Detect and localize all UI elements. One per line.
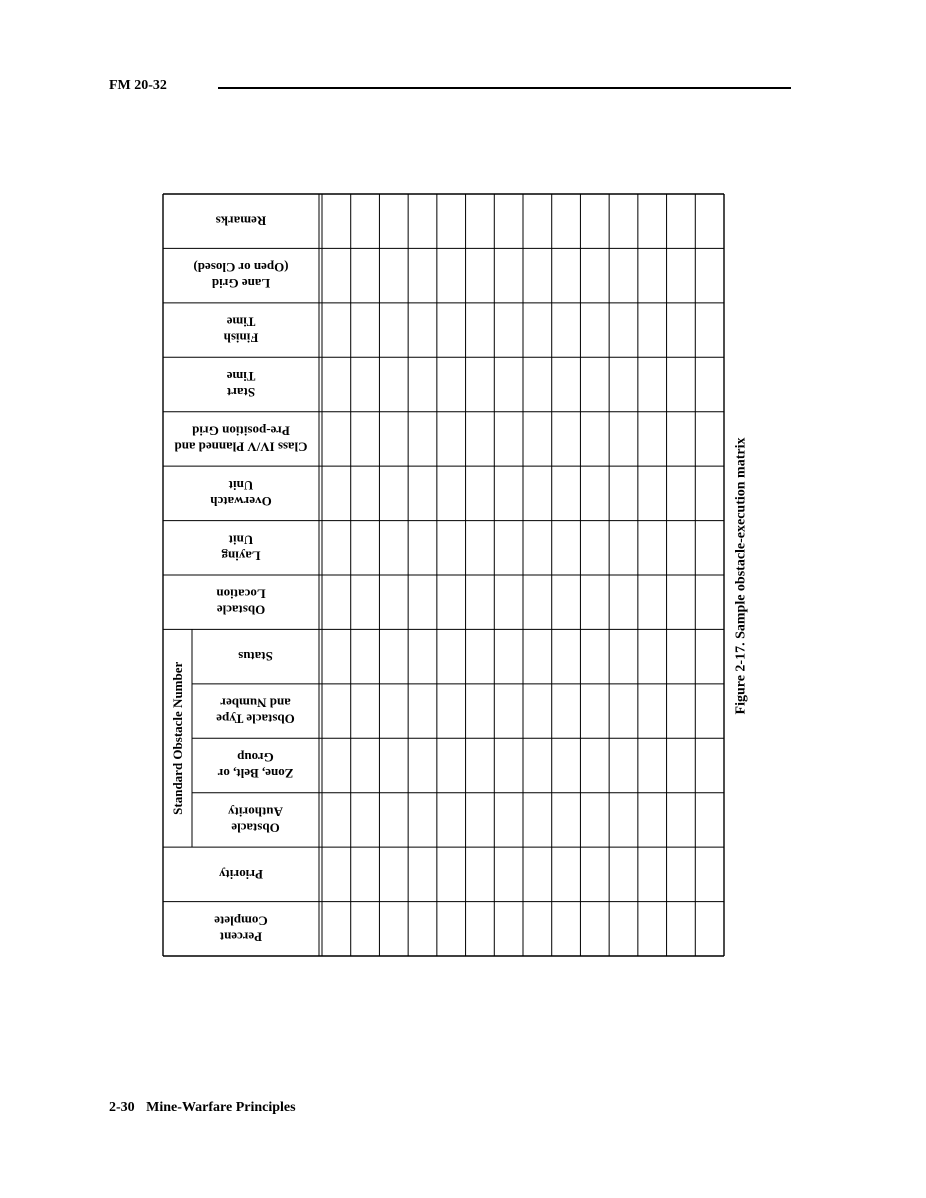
column-header-label: Zone, Belt, or (217, 766, 294, 781)
column-header-label: Unit (228, 477, 254, 493)
column-header-label: Complete (214, 913, 268, 929)
document-id: FM 20-32 (109, 78, 167, 93)
column-header-label: Lane Grid (211, 276, 271, 292)
column-header-label: Location (216, 586, 266, 602)
column-header-label: Authority (228, 804, 283, 820)
matrix-header-labels (174, 214, 308, 945)
column-header-label: Class IV/V Planned and (174, 439, 308, 455)
column-header-label: Group (237, 750, 274, 765)
figure-caption: Figure 2-17. Sample obstacle-execution matrix (733, 437, 749, 715)
page-footer (109, 1100, 296, 1116)
column-header-label: Finish (223, 330, 259, 346)
column-header-label: Obstacle (216, 602, 266, 618)
column-header-label: Unit (228, 532, 254, 548)
column-header-label: (Open or Closed) (193, 260, 289, 276)
matrix-grid (163, 194, 724, 956)
column-header-label: Obstacle Type (216, 711, 295, 727)
column-header-label: Pre-position Grid (192, 423, 290, 439)
column-header-label: Status (238, 649, 273, 665)
column-header-label: and Number (220, 695, 291, 711)
column-header-label: Remarks (215, 213, 267, 229)
column-header-label: Obstacle (231, 820, 280, 836)
standard-obstacle-number-header: Standard Obstacle Number (170, 661, 185, 815)
column-header-label: Start (226, 385, 256, 400)
column-header-label: Time (226, 314, 256, 330)
page-number: 2-30 (109, 1100, 135, 1115)
column-header-label: Time (226, 369, 256, 384)
column-header-label: Percent (219, 929, 263, 945)
chapter-title: Mine-Warfare Principles (146, 1100, 296, 1115)
column-header-label: Priority (218, 866, 264, 882)
column-header-label: Laying (221, 548, 261, 564)
column-header-label: Overwatch (210, 493, 272, 509)
